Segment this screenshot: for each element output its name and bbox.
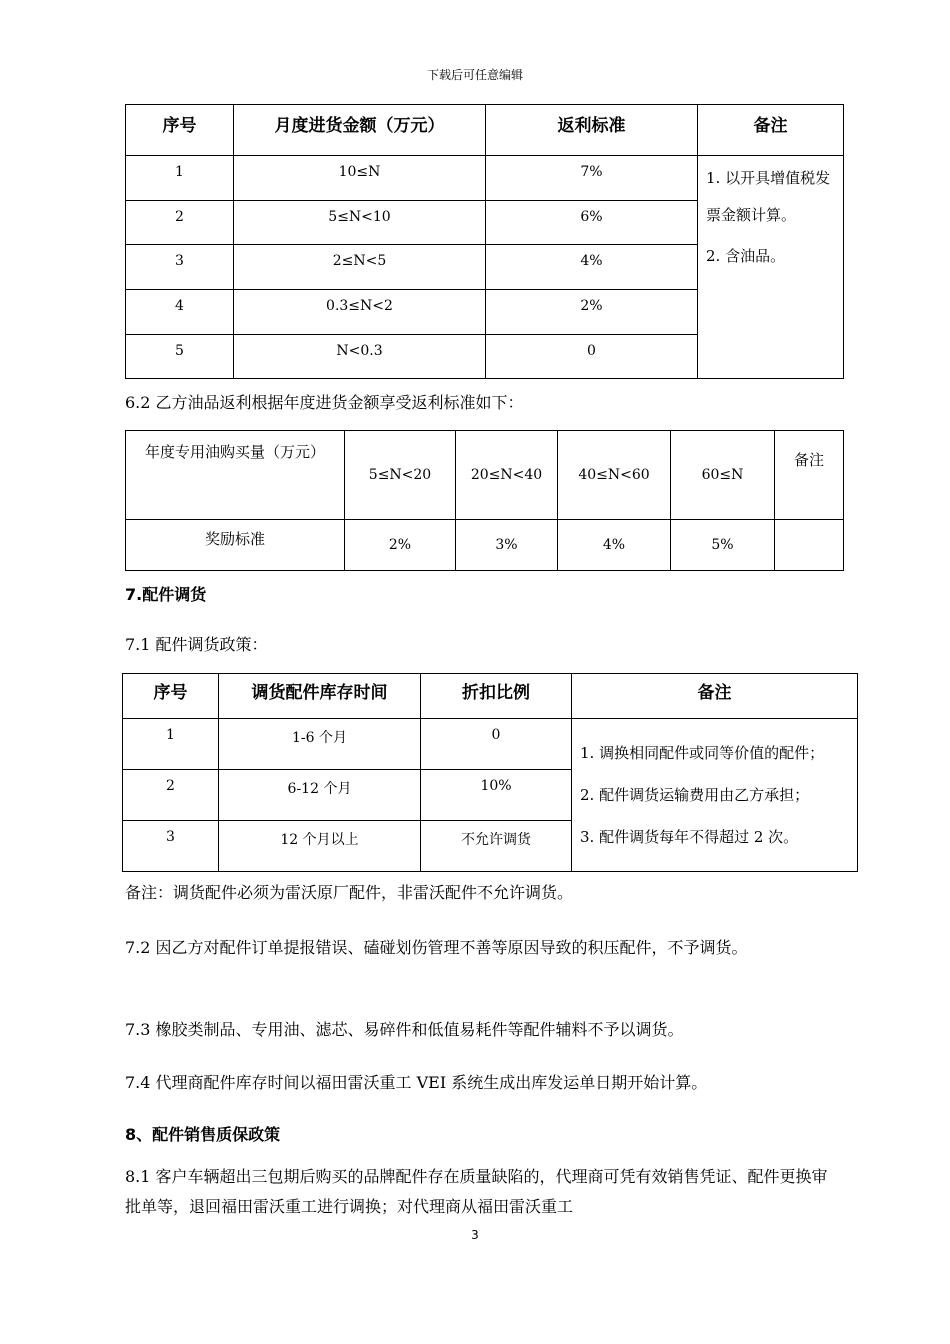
table-cell: 10% [421, 770, 572, 821]
heading-8: 8、配件销售质保政策 [125, 1125, 281, 1144]
col-header: 调货配件库存时间 [219, 674, 421, 719]
heading-7: 7.配件调货 [125, 585, 207, 604]
table-cell: 2% [345, 520, 456, 571]
remark-line: 2. 配件调货运输费用由乙方承担； [580, 786, 810, 804]
table-cell: 6% [486, 201, 698, 245]
table-cell: 0 [486, 335, 698, 379]
col-header: 备注 [572, 674, 858, 719]
col-header: 返利标准 [486, 105, 698, 156]
table-cell: N<0.3 [234, 335, 486, 379]
paragraph-8-1: 8.1 客户车辆超出三包期后购买的品牌配件存在质量缺陷的，代理商可凭有效销售凭证、配件更换审批单等，退回福田雷沃重工进行调换；对代理商从福田雷沃重工 [125, 1167, 828, 1216]
table-cell: 3 [126, 245, 234, 290]
table-cell: 不允许调货 [421, 821, 572, 872]
transfer-policy-table [122, 673, 858, 872]
table-cell: 1 [126, 156, 234, 201]
table-cell: 5% [671, 520, 775, 571]
remark-line: 2. 含油品。 [706, 247, 786, 265]
table-cell: 12 个月以上 [219, 821, 421, 872]
table-cell: 20≤N<40 [456, 431, 558, 520]
remarks-cell [572, 719, 858, 872]
table-cell: 3% [456, 520, 558, 571]
table-cell: 备注 [775, 431, 844, 520]
table-cell: 3 [123, 821, 219, 872]
col-header: 序号 [123, 674, 219, 719]
table-cell: 0.3≤N<2 [234, 290, 486, 335]
table-cell: 0 [421, 719, 572, 770]
remark-line: 1. 以开具增值税发票金额计算。 [706, 169, 831, 224]
monthly-rebate-table [125, 104, 844, 379]
table-cell: 4 [126, 290, 234, 335]
paragraph-7-4: 7.4 代理商配件库存时间以福田雷沃重工 VEI 系统生成出库发运单日期开始计算。 [125, 1073, 708, 1092]
col-header: 月度进货金额（万元） [234, 105, 486, 156]
col-header: 序号 [126, 105, 234, 156]
remark-line: 1. 调换相同配件或同等价值的配件； [580, 744, 825, 762]
table-cell: 4% [486, 245, 698, 290]
col-header: 备注 [698, 105, 844, 156]
table-cell: 7% [486, 156, 698, 201]
table-cell: 60≤N [671, 431, 775, 520]
transfer-note: 备注：调货配件必须为雷沃原厂配件，非雷沃配件不允许调货。 [125, 883, 574, 902]
table-cell: 10≤N [234, 156, 486, 201]
table-cell: 5 [126, 335, 234, 379]
table-cell: 5≤N<10 [234, 201, 486, 245]
paragraph-7-2: 7.2 因乙方对配件订单提报错误、磕碰划伤管理不善等原因导致的积压配件，不予调货。 [125, 938, 748, 957]
table-cell: 2≤N<5 [234, 245, 486, 290]
page-number: 3 [471, 1228, 479, 1242]
annual-oil-rebate-table [125, 430, 844, 571]
table-cell: 4% [558, 520, 671, 571]
paragraph-7-3: 7.3 橡胶类制品、专用油、滤芯、易碎件和低值易耗件等配件辅料不予以调货。 [125, 1020, 684, 1039]
table-cell [775, 520, 844, 571]
page-header: 下载后可任意编辑 [426, 68, 523, 82]
table-cell: 2 [123, 770, 219, 821]
remark-line: 3. 配件调货每年不得超过 2 次。 [580, 828, 799, 846]
table-cell: 6-12 个月 [219, 770, 421, 821]
remarks-cell [698, 156, 844, 379]
row-label: 年度专用油购买量（万元） [126, 431, 345, 520]
table-cell: 5≤N<20 [345, 431, 456, 520]
table-cell: 2% [486, 290, 698, 335]
table-cell: 2 [126, 201, 234, 245]
paragraph-7-1: 7.1 配件调货政策： [125, 635, 268, 654]
table-cell: 40≤N<60 [558, 431, 671, 520]
table-cell: 1-6 个月 [219, 719, 421, 770]
row-label: 奖励标准 [126, 520, 345, 571]
table-cell: 1 [123, 719, 219, 770]
paragraph-6-2: 6.2 乙方油品返利根据年度进货金额享受返利标准如下： [125, 393, 524, 412]
col-header: 折扣比例 [421, 674, 572, 719]
